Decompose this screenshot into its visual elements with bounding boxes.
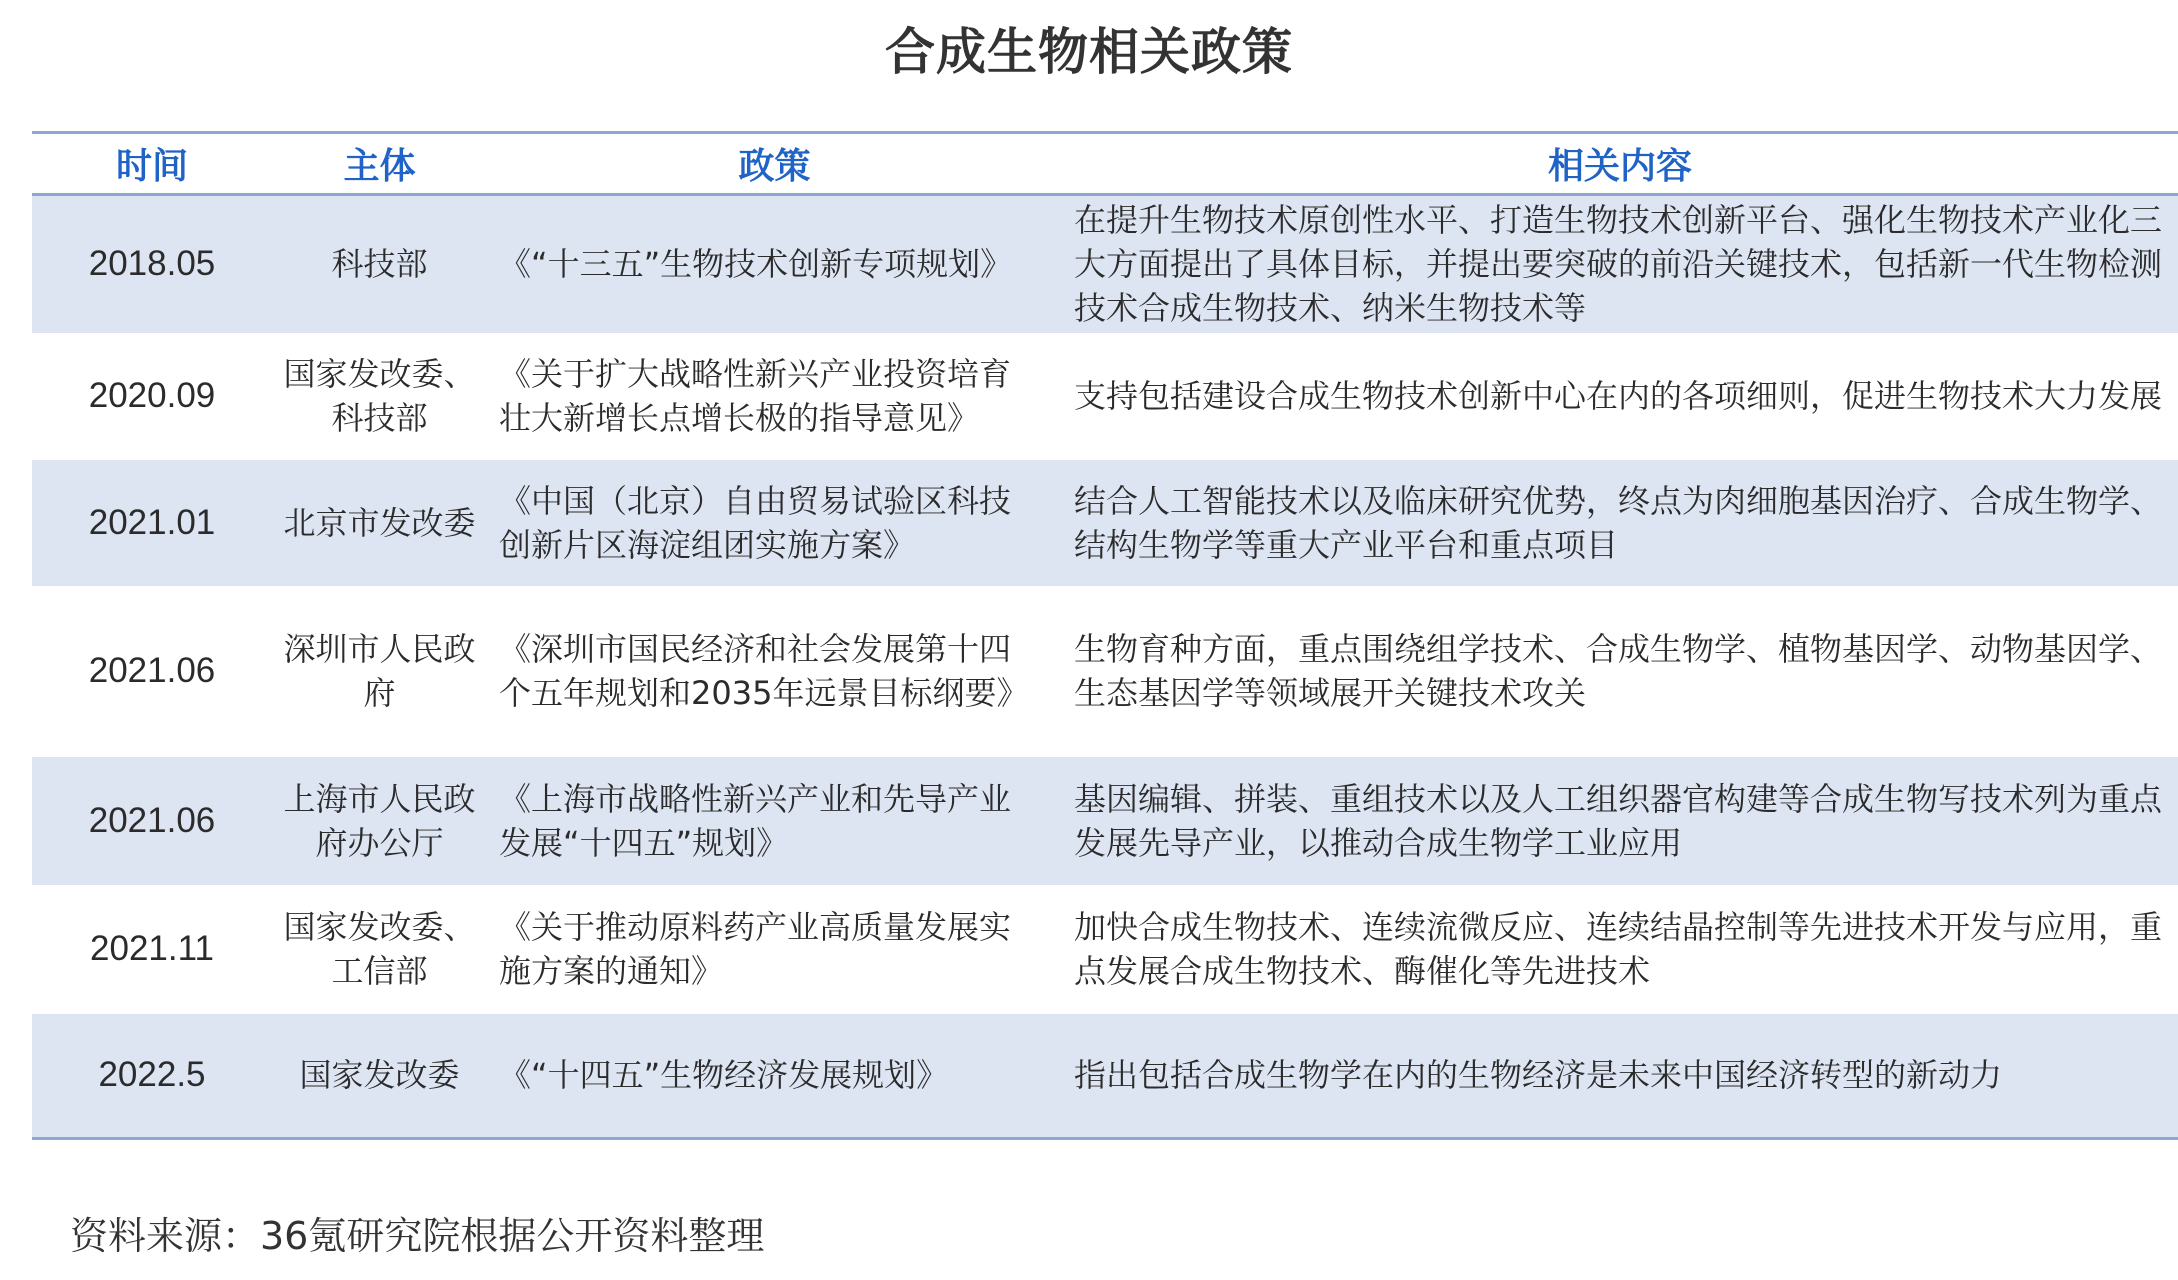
cell-subject: 科技部 bbox=[331, 245, 428, 284]
cell-subject: 深圳市人民政府 bbox=[283, 630, 476, 712]
cell-policy: 《“十三五”生物技术创新专项规划》 bbox=[499, 245, 1013, 284]
cell-policy: 《关于推动原料药产业高质量发展实施方案的通知》 bbox=[499, 908, 1012, 990]
cell-subject: 国家发改委、工信部 bbox=[283, 908, 476, 990]
cell-time: 2021.06 bbox=[88, 651, 216, 690]
cell-subject: 上海市人民政府办公厅 bbox=[283, 779, 476, 862]
table-row bbox=[32, 586, 2178, 757]
cell-policy: 《关于扩大战略性新兴产业投资培育壮大新增长点增长极的指导意见》 bbox=[499, 355, 1012, 437]
header-time: 时间 bbox=[115, 146, 188, 187]
header-content: 相关内容 bbox=[1547, 146, 1692, 187]
cell-time: 2018.05 bbox=[88, 244, 216, 284]
cell-content: 在提升生物技术原创性水平、打造生物技术创新平台、强化生物技术产业化三大方面提出了具体目标，并提出要突破的前沿关键技术，包括新一代生物检测技术合成生物技术、纳米生物技术等 bbox=[1074, 201, 2163, 328]
header-subject: 主体 bbox=[343, 146, 416, 187]
cell-time: 2020.09 bbox=[88, 376, 216, 415]
cell-policy: 《深圳市国民经济和社会发展第十四个五年规划和2035年远景目标纲要》 bbox=[499, 630, 1029, 712]
policy-table bbox=[32, 131, 2178, 1140]
cell-time: 2022.5 bbox=[98, 1055, 206, 1095]
table-row bbox=[32, 195, 2178, 333]
cell-time: 2021.11 bbox=[90, 929, 214, 968]
cell-content: 基因编辑、拼装、重组技术以及人工组织器官构建等合成生物写技术列为重点发展先导产业，以推动合成生物学工业应用 bbox=[1074, 779, 2163, 862]
table-row bbox=[32, 333, 2178, 460]
cell-subject: 北京市发改委 bbox=[283, 503, 476, 542]
cell-policy: 《中国（北京）自由贸易试验区科技创新片区海淀组团实施方案》 bbox=[499, 481, 1012, 564]
cell-subject: 国家发改委 bbox=[299, 1056, 460, 1095]
cell-subject: 国家发改委、科技部 bbox=[283, 355, 476, 437]
cell-time: 2021.06 bbox=[88, 800, 216, 840]
page-title: 合成生物相关政策 bbox=[885, 23, 1293, 81]
table-row bbox=[32, 885, 2178, 1014]
table-row bbox=[32, 460, 2178, 586]
table-row bbox=[32, 1014, 2178, 1139]
cell-content: 生物育种方面，重点围绕组学技术、合成生物学、植物基因学、动物基因学、生态基因学等领域展开关键技术攻关 bbox=[1074, 630, 2163, 712]
cell-content: 结合人工智能技术以及临床研究优势，终点为肉细胞基因治疗、合成生物学、结构生物学等重大产业平台和重点项目 bbox=[1074, 481, 2163, 564]
cell-content: 指出包括合成生物学在内的生物经济是未来中国经济转型的新动力 bbox=[1074, 1056, 2003, 1095]
cell-content: 支持包括建设合成生物技术创新中心在内的各项细则，促进生物技术大力发展 bbox=[1074, 377, 2163, 415]
cell-policy: 《“十四五”生物经济发展规划》 bbox=[499, 1056, 949, 1095]
cell-policy: 《上海市战略性新兴产业和先导产业发展“十四五”规划》 bbox=[499, 779, 1012, 862]
source-note: 资料来源：36氪研究院根据公开资料整理 bbox=[70, 1214, 765, 1258]
table-row bbox=[32, 757, 2178, 885]
table-header-row bbox=[32, 133, 2178, 195]
cell-time: 2021.01 bbox=[88, 502, 216, 542]
cell-content: 加快合成生物技术、连续流微反应、连续结晶控制等先进技术开发与应用，重点发展合成生物技术、酶催化等先进技术 bbox=[1074, 908, 2163, 990]
header-policy: 政策 bbox=[738, 146, 811, 187]
